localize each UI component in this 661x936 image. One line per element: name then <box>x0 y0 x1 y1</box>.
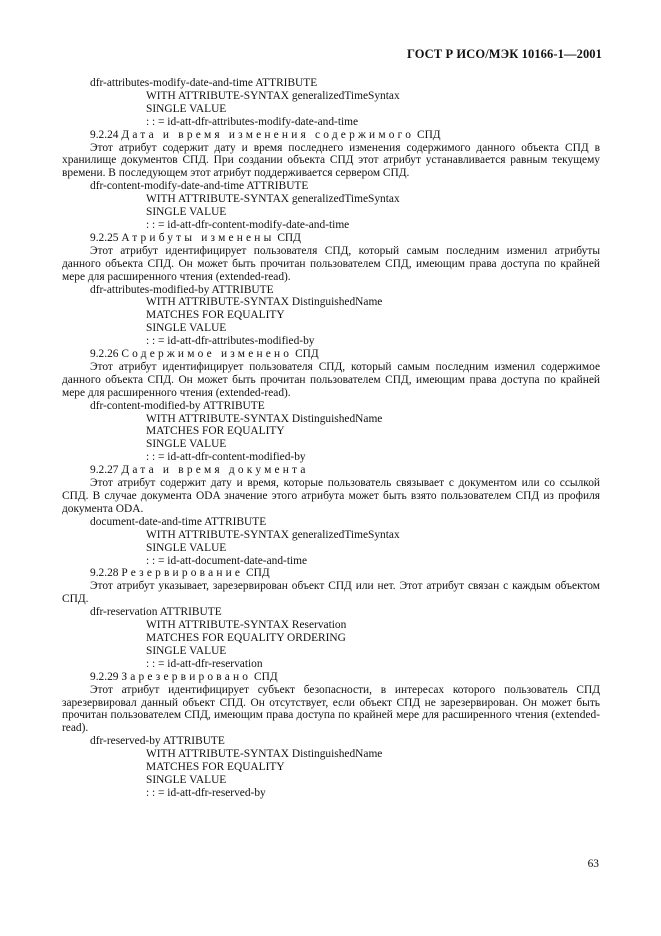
section-number: 9.2.28 <box>90 567 119 580</box>
section-title: Дата и время изменения содержимого <box>121 128 415 141</box>
section-text: Этот атрибут содержит дату и время последнего изменения содержимого данного объекта СПД в хранилище документов СПД. При создании объекта СПД этот атрибут устанавливается равным текущему времени. В последующем этот атрибут поддерживается сервером СПД. <box>62 141 600 180</box>
attribute-id: : : = id-att-dfr-attributes-modify-date-and-time <box>146 115 359 128</box>
attribute-syntax: WITH ATTRIBUTE-SYNTAX DistinguishedName <box>146 748 383 761</box>
attribute-syntax: WITH ATTRIBUTE-SYNTAX DistinguishedName <box>146 296 383 309</box>
single-value: SINGLE VALUE <box>146 438 227 451</box>
attribute-name: dfr-content-modified-by ATTRIBUTE <box>90 399 265 412</box>
section-heading-9-2-24 <box>62 129 600 142</box>
section-title: Зарезервировано <box>121 670 252 683</box>
section-heading-9-2-28 <box>62 567 600 580</box>
section-heading-9-2-26 <box>62 348 600 361</box>
standard-header: ГОСТ Р ИСО/МЭК 10166-1—2001 <box>406 47 602 61</box>
section-heading-9-2-27 <box>62 464 600 477</box>
attribute-name: dfr-attributes-modified-by ATTRIBUTE <box>90 283 274 296</box>
section-title-tail: СПД <box>416 128 441 141</box>
attribute-syntax: WITH ATTRIBUTE-SYNTAX generalizedTimeSyntax <box>146 528 400 541</box>
page-content <box>62 77 600 800</box>
matches-rule: MATCHES FOR EQUALITY ORDERING <box>146 631 346 644</box>
attribute-name: dfr-content-modify-date-and-time ATTRIBUTE <box>90 180 309 193</box>
section-title-tail: СПД <box>246 567 270 580</box>
section-title: Резервирование <box>121 567 244 580</box>
section-number: 9.2.24 <box>90 128 119 141</box>
section-text: Этот атрибут идентифицирует пользователя СПД, который самым последним изменил содержимое данного объекта СПД. Он может быть прочитан пользователем СПД, имеющим права доступа по крайней мере для расширенного чтения (extended-read). <box>62 360 600 399</box>
page-number: 63 <box>587 858 599 870</box>
section-title: Дата и время документа <box>121 464 309 477</box>
attribute-name: dfr-attributes-modify-date-and-time ATTRIBUTE <box>90 77 318 89</box>
single-value: SINGLE VALUE <box>146 322 227 335</box>
single-value: SINGLE VALUE <box>146 773 227 786</box>
single-value: SINGLE VALUE <box>146 206 227 219</box>
section-number: 9.2.29 <box>90 670 119 683</box>
matches-rule: MATCHES FOR EQUALITY <box>146 761 285 774</box>
section-title-tail: СПД <box>254 670 278 683</box>
single-value: SINGLE VALUE <box>146 102 227 115</box>
section-title-tail: СПД <box>295 348 319 361</box>
single-value: SINGLE VALUE <box>146 541 227 554</box>
attribute-id: : : = id-att-dfr-reserved-by <box>146 786 266 799</box>
attribute-id: : : = id-att-dfr-reservation <box>146 657 263 670</box>
section-text: Этот атрибут идентифицирует субъект безопасности, в интересах которого пользователь СПД зарезервировал данный объект СПД. Он отсутствует, если объект СПД не зарезервирован. Он может быть прочитан пользователем СПД, имеющим права доступа по крайней мере для расширенного чтения (extended-read). <box>62 683 600 735</box>
section-title-tail: СПД <box>277 231 301 244</box>
section-text: Этот атрибут идентифицирует пользователя СПД, который самым последним изменил атрибуты данного объекта СПД. Он может быть прочитан пользователем СПД, имеющим права доступа по крайней мере для расширенного чтения (extended-read). <box>62 244 600 283</box>
section-number: 9.2.27 <box>90 464 119 477</box>
matches-rule: MATCHES FOR EQUALITY <box>146 425 285 438</box>
section-text: Этот атрибут содержит дату и время, которые пользователь связывает с документом или со ссылкой СПД. В случае документа ODA значение этого атрибута может быть взято пользователем СПД из профиля документа ODA. <box>62 477 600 515</box>
attribute-id: : : = id-att-dfr-attributes-modified-by <box>146 335 315 348</box>
section-heading-9-2-25 <box>62 232 600 245</box>
attribute-id: : : = id-att-dfr-content-modified-by <box>146 451 306 464</box>
section-number: 9.2.26 <box>90 348 119 361</box>
attribute-id: : : = id-att-dfr-content-modify-date-and-time <box>146 218 350 231</box>
attribute-name: document-date-and-time ATTRIBUTE <box>90 515 267 528</box>
attribute-syntax: WITH ATTRIBUTE-SYNTAX DistinguishedName <box>146 412 383 425</box>
attribute-name: dfr-reserved-by ATTRIBUTE <box>90 735 225 748</box>
section-number: 9.2.25 <box>90 231 119 244</box>
section-text: Этот атрибут указывает, зарезервирован объект СПД или нет. Этот атрибут связан с каждым объектом СПД. <box>62 580 600 606</box>
attribute-id: : : = id-att-document-date-and-time <box>146 554 308 567</box>
section-title: Атрибуты изменены <box>121 231 275 244</box>
attribute-syntax: WITH ATTRIBUTE-SYNTAX generalizedTimeSyntax <box>146 89 400 102</box>
matches-rule: MATCHES FOR EQUALITY <box>146 309 285 322</box>
attribute-syntax: WITH ATTRIBUTE-SYNTAX generalizedTimeSyntax <box>146 193 400 206</box>
single-value: SINGLE VALUE <box>146 644 227 657</box>
section-heading-9-2-29 <box>62 671 600 684</box>
section-title: Содержимое изменено <box>121 348 293 361</box>
attribute-name: dfr-reservation ATTRIBUTE <box>90 606 222 619</box>
attribute-syntax: WITH ATTRIBUTE-SYNTAX Reservation <box>146 619 347 632</box>
